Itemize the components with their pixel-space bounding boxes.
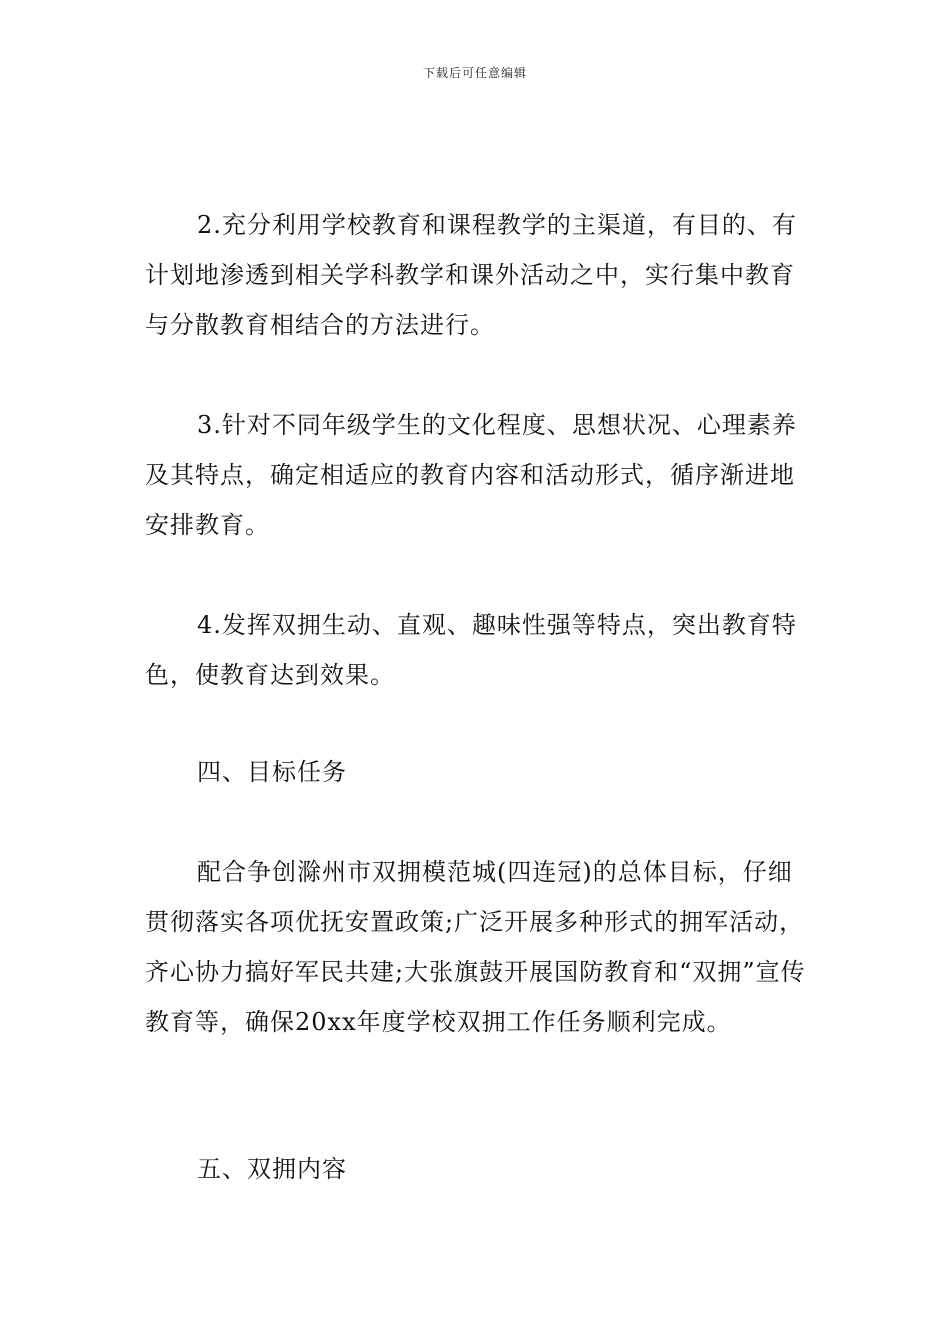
section-heading-goals: 四、目标任务 (197, 758, 347, 786)
section-heading-content: 五、双拥内容 (197, 1155, 347, 1183)
paragraph-method-3: 3.针对不同年级学生的文化程度、思想状况、心理素养及其特点，确定相适应的教育内容和活动形式，循序渐进地安排教育。 (145, 411, 797, 539)
paragraph-goals: 配合争创滁州市双拥模范城(四连冠)的总体目标，仔细贯彻落实各项优抚安置政策;广泛开展多种形式的拥军活动，齐心协力搞好军民共建;大张旗鼓开展国防教育和“双拥”宣传教育等，确保20xx年度学校双拥工作任务顺利完成。 (145, 858, 806, 1036)
paragraph-method-2: 2.充分利用学校教育和课程教学的主渠道，有目的、有计划地渗透到相关学科教学和课外活动之中，实行集中教育与分散教育相结合的方法进行。 (145, 211, 797, 339)
page-header: 下载后可任意编辑 (422, 66, 527, 80)
paragraph-method-4: 4.发挥双拥生动、直观、趣味性强等特点，突出教育特色，使教育达到效果。 (145, 611, 797, 689)
